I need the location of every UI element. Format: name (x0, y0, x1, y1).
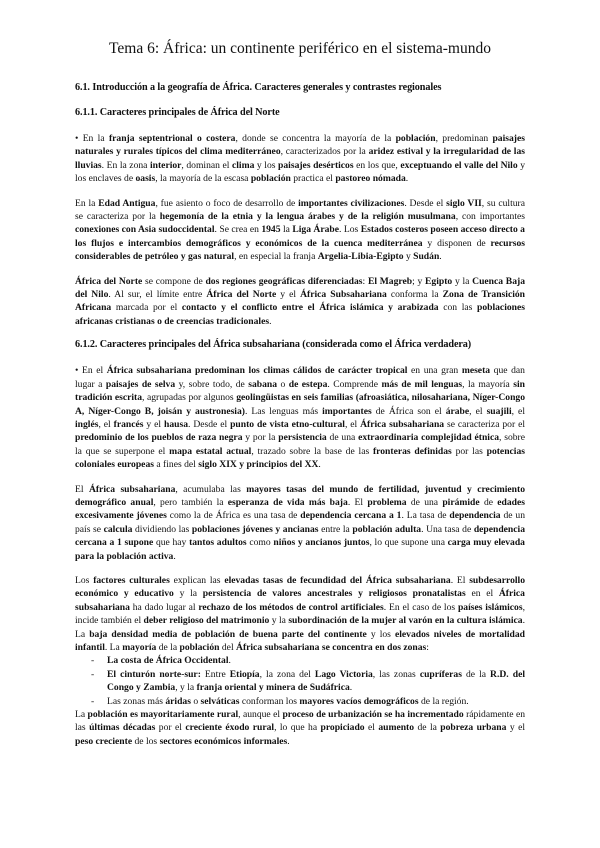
section-heading-6-1: 6.1. Introducción a la geografía de África. Caracteres generales y contrastes regionales (75, 82, 442, 93)
paragraph-subsaharan-demography: El África subsahariana, acumulaba las mayores tasas del mundo de fertilidad, juventud y crecimiento demográfico anual, pero también la esperanza de vida más baja. El problema de una pirámide de edades excesivamente jóvenes como la de África es una tasa de dependencia cercana a 1. La tasa de dependencia de un país se calcula dividiendo las poblaciones jóvenes y ancianas entre la población adulta. Una tasa de dependencia cercana a 1 supone que hay tantos adultos como niños y ancianos juntos, lo que supone una carga muy elevada para la población activa. (75, 483, 525, 562)
paragraph-cultural-factors: Los factores culturales explican las elevadas tasas de fecundidad del África subsahariana. El subdesarrollo económico y educativo y la persistencia de valores ancestrales y religiosos pronatalistas en el África subsahariana ha dado lugar al rechazo de los métodos de control artificiales. En el caso de los países islámicos, incide también el deber religioso del matrimonio y la subordinación de la mujer al varón en la cultura islámica. La baja densidad media de población de buena parte del continente y los elevados niveles de mortalidad infantil. La mayoría de la población del África subsahariana se concentra en dos zonas: (75, 574, 526, 653)
list-item: - La costa de África Occidental. (91, 654, 525, 667)
population-zones-list (75, 654, 525, 708)
list-item: - Las zonas más áridas o selváticas conforman los mayores vacíos demográficos de la región. (91, 695, 525, 708)
list-item: - El cinturón norte-sur: Entre Etiopía, la zona del Lago Victoria, las zonas cupríferas de la R.D. del Congo y Zambia, y la franja oriental y minera de Sudáfrica. (91, 668, 525, 695)
paragraph-urbanization: La población es mayoritariamente rural, aunque el proceso de urbanización se ha incrementado rápidamente en las últimas décadas por el creciente éxodo rural, lo que ha propiciado el aumento de la pobreza urbana y el peso creciente de los sectores económicos informales. (75, 709, 525, 747)
section-heading-6-1-2: 6.1.2. Caracteres principales del África subsahariana (considerada como el África verdadera) (75, 339, 472, 351)
paragraph-north-africa-regions: África del Norte se compone de dos regiones geográficas diferenciadas: El Magreb; y Egipto y la Cuenca Baja del Nilo. Al sur, el límite entre África del Norte y el África Subsahariana conforma la Zona de Transición Africana marcada por el contacto y el conflicto entre el África islámica y arabizada con las poblaciones africanas cristianas o de creencias tradicionales. (75, 275, 525, 327)
section-heading-6-1-1: 6.1.1. Caracteres principales de África del Norte (75, 107, 280, 118)
paragraph-north-africa-climate: • En la franja septentrional o costera, donde se concentra la mayoría de la población, predominan paisajes naturales y rurales típicos del clima mediterráneo, caracterizados por la aridez estival y la irregularidad de las lluvias. En la zona interior, dominan el clima y los paisajes desérticos en los que, exceptuando el valle del Nilo y los enclaves de oasis, la mayoría de la escasa población practica el pastoreo nómada. (75, 133, 526, 185)
paragraph-subsaharan-climate-languages: • En el África subsahariana predominan los climas cálidos de carácter tropical en una gran meseta que dan lugar a paisajes de selva y, sobre todo, de sabana o de estepa. Comprende más de mil lenguas, la mayoría sin tradición escrita, agrupadas por algunos geolingüistas en seis familias (afroasiática, nilosahariana, Níger-Congo A, Níger-Congo B, joisán y austronesia). Las lenguas más importantes de África son el árabe, el suajili, el inglés, el francés y el hausa. Desde el punto de vista etno-cultural, el África subsahariana se caracteriza por el predominio de los pueblos de raza negra y por la persistencia de una extraordinaria complejidad étnica, sobre la que se superpone el mapa estatal actual, trazado sobre la base de las fronteras definidas por las potencias coloniales europeas a fines del siglo XIX y principios del XX. (75, 365, 526, 471)
paragraph-north-africa-history: En la Edad Antigua, fue asiento o foco de desarrollo de importantes civilizaciones. Desde el siglo VII, su cultura se caracteriza por la hegemonía de la etnia y la lengua árabes y de la religión musulmana, con importantes conexiones con Asia sudoccidental. Se crea en 1945 la Liga Árabe. Los Estados costeros poseen acceso directo a los flujos e intercambios demográficos y económicos de la cuenca mediterránea y disponen de recursos considerables de petróleo y gas natural, en especial la franja Argelia-Libia-Egipto y Sudán. (75, 197, 526, 263)
page-title: Tema 6: África: un continente periférico en el sistema-mundo (109, 40, 491, 57)
